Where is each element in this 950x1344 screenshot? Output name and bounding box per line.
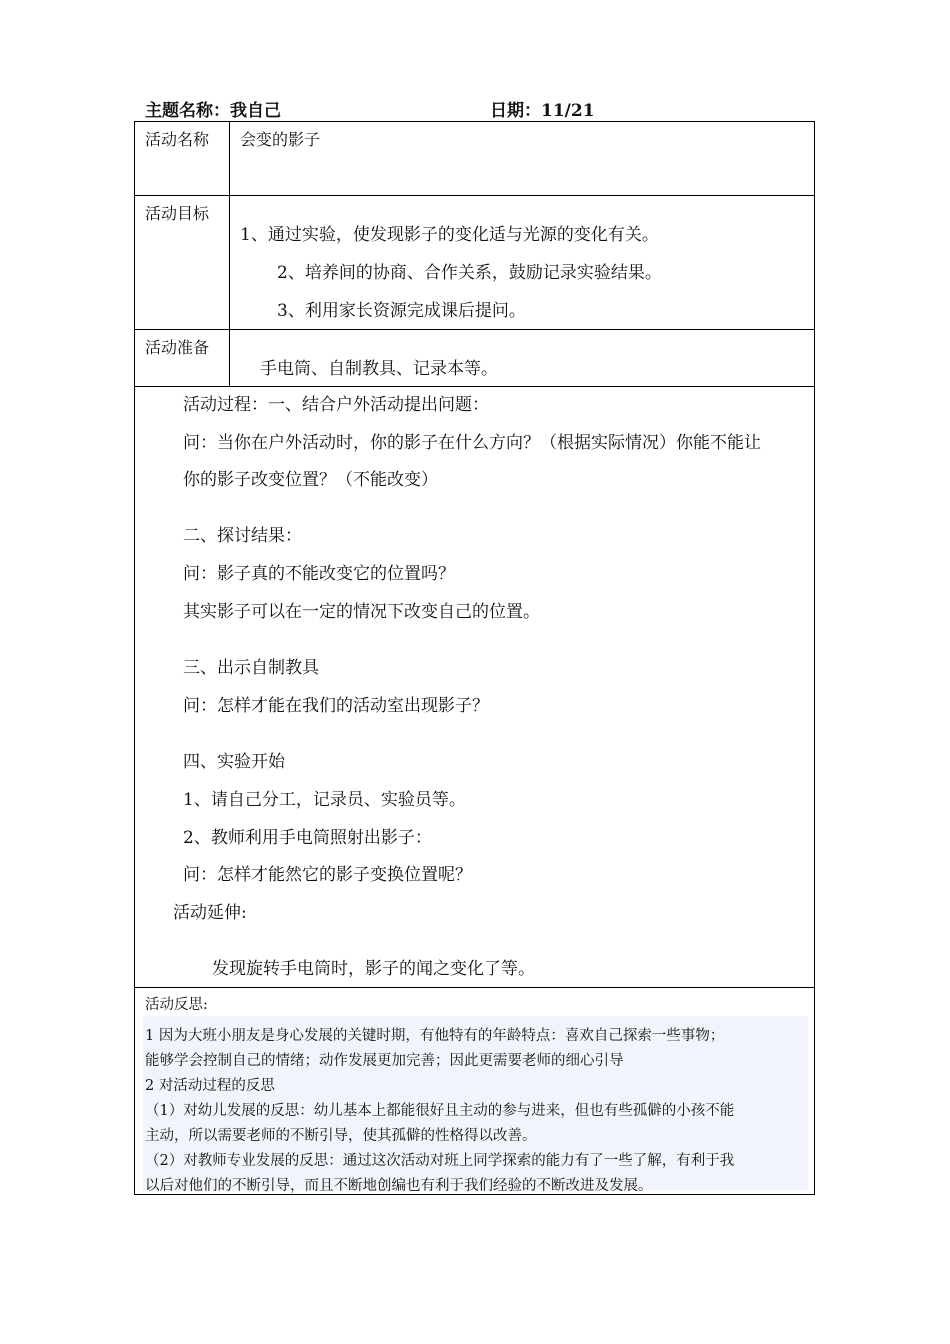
theme-title: 主题名称：我自己 (145, 101, 281, 121)
process-line: 其实影子可以在一定的情况下改变自己的位置。 (183, 602, 540, 622)
reflection-line: 能够学会控制自己的情绪；动作发展更加完善；因此更需要老师的细心引导 (145, 1053, 624, 1069)
goal-item: 1、通过实验，使发现影子的变化适与光源的变化有关。 (240, 225, 659, 245)
activity-goal-row (135, 196, 814, 330)
reflection-line: 2 对活动过程的反思 (145, 1078, 275, 1094)
activity-process-row (135, 387, 814, 988)
process-line: 四、实验开始 (183, 752, 285, 772)
reflection-row (135, 988, 814, 1196)
process-line: 1、请自己分工，记录员、实验员等。 (183, 790, 466, 810)
prep-value: 手电筒、自制教具、记录本等。 (260, 359, 498, 379)
reflection-line: 以后对他们的不断引导，而且不断地创编也有利于我们经验的不断改进及发展。 (145, 1178, 653, 1194)
reflection-line: 1 因为大班小朋友是身心发展的关键时期，有他特有的年龄特点：喜欢自己探索一些事物； (145, 1028, 725, 1044)
extension-title: 活动延伸: (173, 903, 247, 923)
process-line: 2、教师利用手电筒照射出影子： (183, 828, 432, 848)
activity-name-cell (230, 122, 814, 195)
activity-name-label: 活动名称 (135, 122, 230, 195)
process-line: 二、探讨结果： (183, 526, 302, 546)
process-line: 问：怎样才能在我们的活动室出现影子？ (183, 696, 489, 716)
goal-item: 3、利用家长资源完成课后提问。 (277, 301, 526, 321)
goal-item: 2、培养间的协商、合作关系，鼓励记录实验结果。 (277, 263, 662, 283)
reflection-line: 主动，所以需要老师的不断引导，使其孤僻的性格得以改善。 (145, 1128, 537, 1144)
reflection-line: （1）对幼儿发展的反思：幼儿基本上都能很好且主动的参与进来，但也有些孤僻的小孩不能 (145, 1103, 735, 1119)
activity-prep-row (135, 330, 814, 387)
process-line: 问：影子真的不能改变它的位置吗？ (183, 564, 455, 584)
process-line: 活动过程：一、结合户外活动提出问题： (183, 395, 489, 415)
activity-prep-label: 活动准备 (135, 330, 230, 386)
extension-text: 发现旋转手电筒时，影子的闻之变化了等。 (212, 959, 535, 979)
activity-prep-cell (230, 330, 814, 386)
reflection-line: （2）对教师专业发展的反思：通过这次活动对班上同学探索的能力有了一些了解，有利于我 (145, 1153, 735, 1169)
activity-name-row (135, 122, 814, 196)
document-header (145, 96, 815, 122)
process-line: 问：当你在户外活动时，你的影子在什么方向？（根据实际情况）你能不能让 (183, 433, 761, 453)
activity-name-value: 会变的影子 (240, 130, 321, 149)
process-line: 三、出示自制教具 (183, 658, 319, 678)
process-line: 你的影子改变位置？（不能改变） (183, 470, 438, 490)
reflection-title: 活动反思: (145, 997, 208, 1013)
process-line: 问：怎样才能然它的影子变换位置呢？ (183, 865, 472, 885)
activity-goal-cell (230, 196, 814, 329)
lesson-plan-table (134, 121, 815, 1195)
date-label: 日期：11/21 (490, 101, 595, 121)
activity-goal-label: 活动目标 (135, 196, 230, 329)
